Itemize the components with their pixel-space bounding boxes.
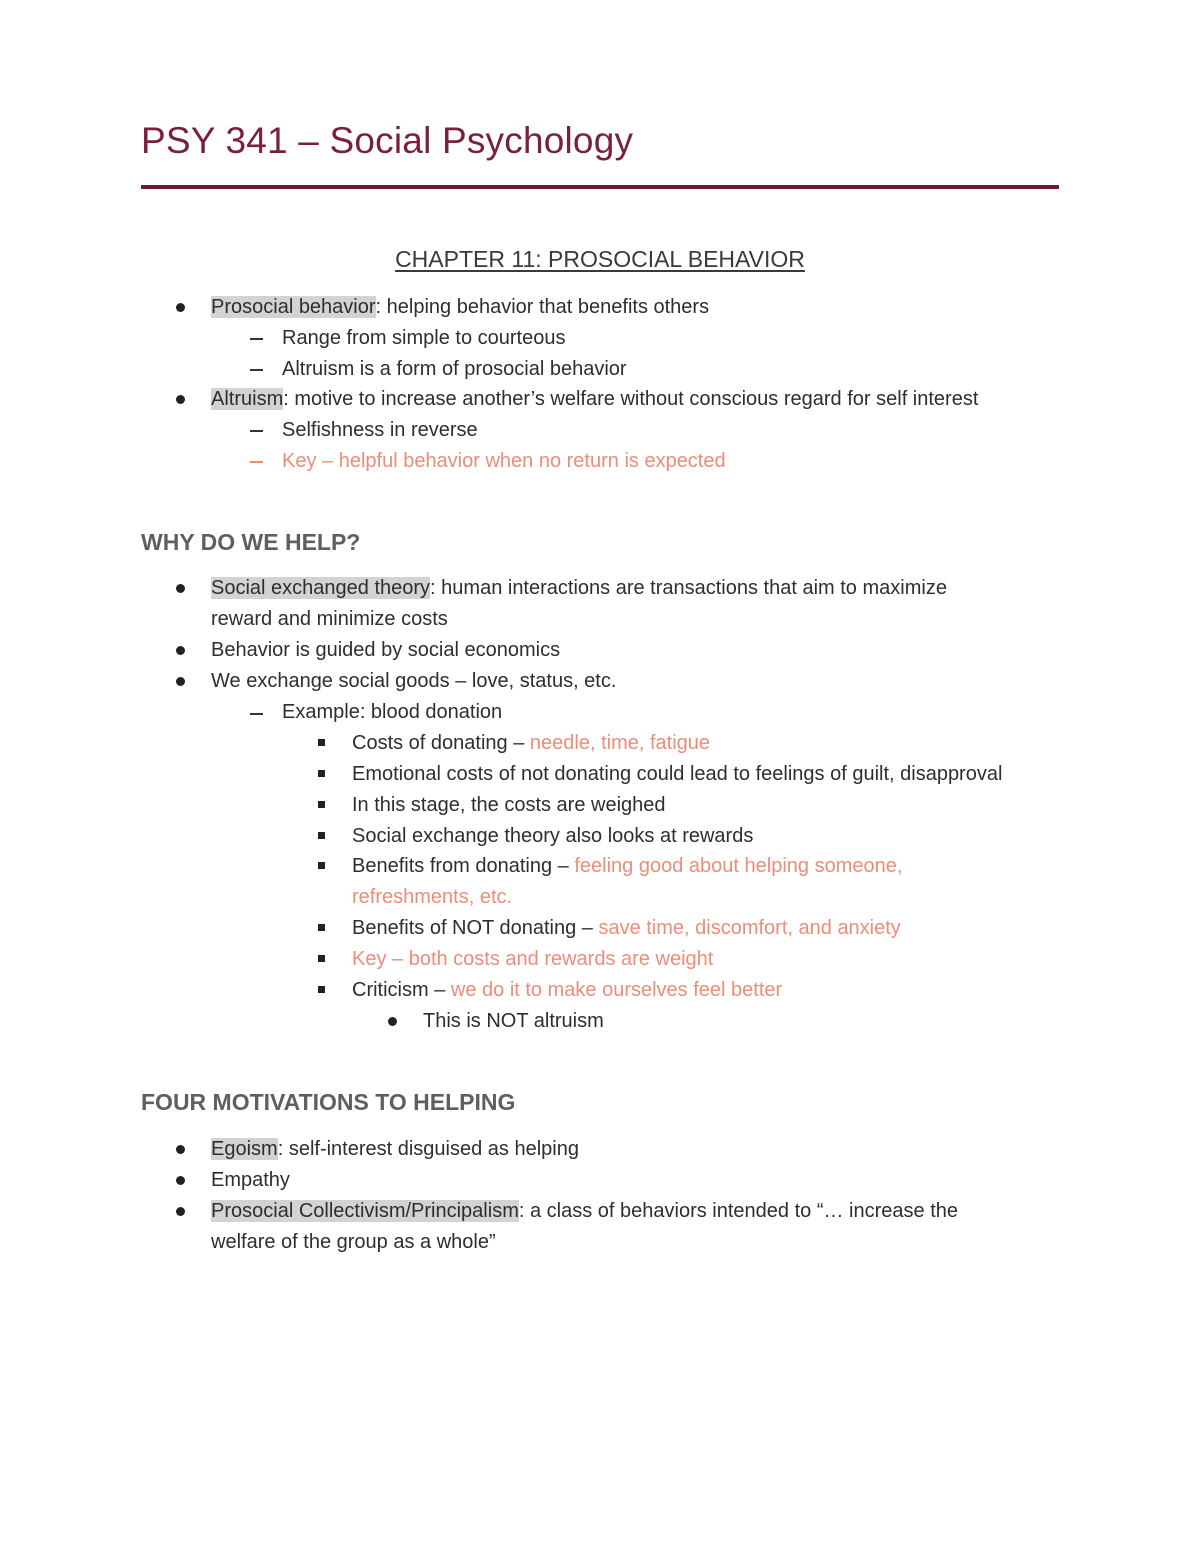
square-bullet-icon (318, 862, 325, 869)
square-bullet-icon (318, 770, 325, 777)
key-point: Key – helpful behavior when no return is expected (282, 450, 726, 472)
definition-text: : helping behavior that benefits others (375, 296, 710, 318)
term-highlight: Egoism (211, 1138, 278, 1160)
list-item (352, 916, 901, 940)
title-divider (141, 185, 1059, 189)
list-item (352, 978, 782, 1002)
square-bullet-icon (318, 832, 325, 839)
dash-icon (250, 461, 263, 463)
list-item (352, 731, 710, 755)
list-item (211, 1199, 958, 1223)
accent-text: feeling good about helping someone, (574, 855, 903, 877)
section-heading: WHY DO WE HELP? (141, 529, 361, 555)
bullet-icon (176, 303, 185, 312)
chapter-heading: CHAPTER 11: PROSOCIAL BEHAVIOR (395, 246, 805, 272)
dash-icon (250, 369, 263, 371)
definition-text: : self-interest disguised as helping (277, 1138, 579, 1160)
list-item: In this stage, the costs are weighed (352, 794, 666, 816)
list-item (211, 576, 947, 600)
square-bullet-icon (318, 801, 325, 808)
term-highlight: Altruism (211, 388, 284, 410)
square-bullet-icon (318, 739, 325, 746)
dash-icon (250, 338, 263, 340)
list-item-continuation: reward and minimize costs (211, 608, 448, 630)
list-item: We exchange social goods – love, status, etc. (211, 670, 617, 692)
bullet-icon (176, 1176, 185, 1185)
bullet-icon (176, 1145, 185, 1154)
list-item: Empathy (211, 1169, 290, 1191)
bullet-icon (388, 1017, 397, 1026)
bullet-icon (176, 395, 185, 404)
list-item (211, 387, 978, 411)
dash-icon (250, 430, 263, 432)
accent-text: needle, time, fatigue (529, 732, 711, 754)
list-item-continuation: welfare of the group as a whole” (211, 1231, 496, 1253)
list-item: Social exchange theory also looks at rewards (352, 825, 754, 847)
definition-text: : human interactions are transactions that aim to maximize (430, 577, 947, 599)
list-item (211, 1137, 579, 1161)
definition-text: : a class of behaviors intended to “… increase the (518, 1200, 958, 1222)
key-point: Key – both costs and rewards are weight (352, 948, 714, 970)
lead-text: Criticism – (352, 979, 451, 1001)
list-item (211, 295, 709, 319)
dash-icon (250, 713, 263, 715)
bullet-icon (176, 1207, 185, 1216)
list-item: Altruism is a form of prosocial behavior (282, 358, 627, 380)
list-item: Emotional costs of not donating could lead to feelings of guilt, disapproval (352, 763, 1003, 785)
list-item: Example: blood donation (282, 701, 503, 723)
list-item: Behavior is guided by social economics (211, 639, 561, 661)
section-heading: FOUR MOTIVATIONS TO HELPING (141, 1089, 516, 1115)
definition-text: : motive to increase another’s welfare without conscious regard for self interest (283, 388, 979, 410)
list-item: Selfishness in reverse (282, 419, 478, 441)
bullet-icon (176, 677, 185, 686)
lead-text: Costs of donating – (352, 732, 530, 754)
bullet-icon (176, 584, 185, 593)
accent-text: save time, discomfort, and anxiety (598, 917, 901, 939)
square-bullet-icon (318, 986, 325, 993)
term-highlight: Social exchanged theory (211, 577, 431, 599)
lead-text: Benefits from donating – (352, 855, 575, 877)
accent-text: we do it to make ourselves feel better (450, 979, 783, 1001)
lead-text: Benefits of NOT donating – (352, 917, 599, 939)
list-item-continuation: refreshments, etc. (352, 886, 513, 908)
document-title: PSY 341 – Social Psychology (141, 120, 634, 161)
square-bullet-icon (318, 955, 325, 962)
term-highlight: Prosocial Collectivism/Principalism (211, 1200, 519, 1222)
list-item: This is NOT altruism (423, 1010, 604, 1032)
bullet-icon (176, 646, 185, 655)
list-item (352, 854, 902, 878)
term-highlight: Prosocial behavior (211, 296, 376, 318)
list-item: Range from simple to courteous (282, 327, 566, 349)
square-bullet-icon (318, 924, 325, 931)
